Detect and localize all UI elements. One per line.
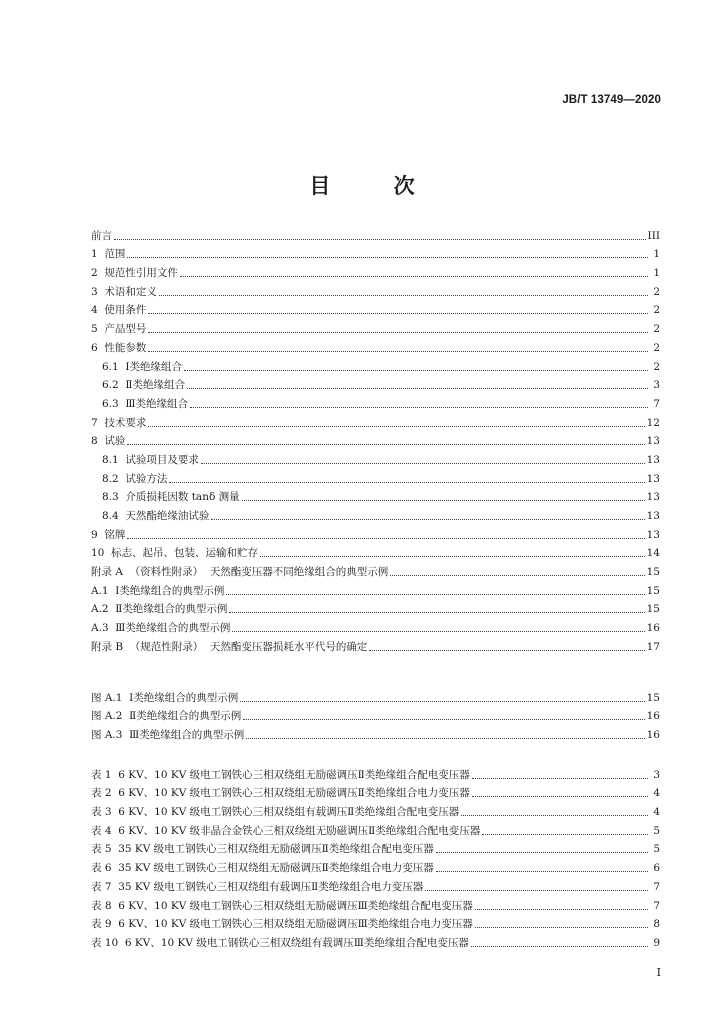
toc-entry-label: 标志、起吊、包装、运输和贮存: [111, 547, 259, 560]
toc-figure-entry[interactable]: [91, 705, 660, 724]
toc-entry-number: 5: [91, 323, 105, 336]
toc-entry[interactable]: [91, 430, 660, 449]
toc-entry[interactable]: [91, 504, 660, 523]
toc-entry-label: 试验项目及要求: [125, 453, 199, 466]
dot-leader: [475, 927, 648, 928]
dot-leader: [472, 796, 648, 797]
toc-entry-label: 6 KV、10 KV 级非晶合金铁心三相双绕组无励磁调压Ⅱ类绝缘组合配电变压器: [118, 824, 481, 837]
toc-entry[interactable]: [91, 392, 660, 411]
toc-entry[interactable]: [91, 486, 660, 505]
toc-entry-page: 13: [646, 453, 660, 466]
toc-entry-label: 前言: [91, 229, 112, 242]
toc-entry-label: Ⅲ类绝缘组合: [125, 397, 189, 410]
toc-entry-page: 12: [646, 416, 660, 429]
toc-entry-page: 4: [653, 806, 660, 819]
toc-entry-number: 8.1: [102, 453, 126, 466]
toc-entry-page: 2: [653, 285, 660, 298]
toc-entry-page: 13: [646, 510, 660, 522]
toc-table-entry[interactable]: [91, 856, 660, 875]
toc-entry-number: 8.3: [102, 491, 126, 504]
toc-entry-label: Ⅱ类绝缘组合的典型示例: [129, 710, 242, 723]
toc-entry-number: 6.3: [102, 397, 126, 410]
toc-entry[interactable]: [91, 317, 660, 336]
toc-entry-number: A.2: [91, 603, 116, 616]
toc-entry-page: 14: [646, 547, 660, 560]
dot-leader: [211, 519, 644, 520]
toc-entry-page: 7: [653, 397, 660, 410]
toc-entry-page: 15: [646, 691, 660, 704]
page-number: I: [656, 966, 661, 979]
toc-entry[interactable]: [91, 560, 660, 579]
toc-entry-label: 使用条件: [104, 304, 147, 317]
dot-leader: [471, 946, 648, 947]
toc-entry-page: 13: [646, 528, 660, 541]
toc-entry-number: 表 8: [91, 899, 119, 912]
toc-entry-page: 15: [646, 603, 660, 616]
dot-leader: [240, 701, 644, 702]
toc-entry-number: 7: [91, 416, 105, 429]
toc-entry-number: A.3: [91, 622, 116, 635]
toc-entry-page: 13: [646, 435, 660, 448]
toc-entry-label: 6 KV、10 KV 级电工钢铁心三相双绕组无励磁调压Ⅲ类绝缘组合配电变压器: [118, 899, 473, 912]
dot-leader: [246, 738, 644, 739]
dot-leader: [425, 890, 648, 891]
dot-leader: [226, 594, 644, 595]
toc-entry-number: 6: [91, 341, 105, 354]
toc-table-entry[interactable]: [91, 875, 660, 894]
toc-entry-number: 附录 B: [91, 640, 130, 653]
toc-figure-entry[interactable]: [91, 686, 660, 705]
toc-entry-number: 表 4: [91, 824, 119, 837]
toc-entry[interactable]: [91, 243, 660, 262]
dot-leader: [184, 370, 648, 371]
toc-entry-label: Ⅱ类绝缘组合: [125, 379, 186, 392]
toc-entry[interactable]: [91, 336, 660, 355]
toc-entry[interactable]: [91, 374, 660, 393]
toc-entry-label: 天然酯绝缘油试验: [125, 510, 210, 522]
toc-entry-label: 产品型号: [104, 323, 147, 336]
toc-entry-number: 表 7: [91, 880, 119, 893]
toc-entry-number: 1: [91, 248, 105, 261]
toc-entry-number: 表 5: [91, 843, 119, 856]
toc-entry-page: 1: [653, 248, 660, 261]
toc-entry[interactable]: [91, 355, 660, 374]
toc-entry-page: III: [647, 229, 660, 242]
toc-entry-label: 35 KV 级电工钢铁心三相双绕组有载调压Ⅱ类绝缘组合电力变压器: [118, 880, 424, 893]
toc-title: 目 次: [309, 174, 443, 198]
toc-entry[interactable]: [91, 635, 660, 654]
toc-entry-label: 铭牌: [104, 528, 126, 541]
dot-leader: [190, 407, 648, 408]
dot-leader: [436, 871, 648, 872]
toc-entry-number: 表 9: [91, 918, 119, 931]
dot-leader: [169, 482, 644, 483]
dot-leader: [390, 575, 644, 576]
toc-entry-number: 3: [91, 285, 105, 298]
toc-entry-label: 技术要求: [104, 416, 147, 429]
toc-entry[interactable]: [91, 411, 660, 430]
dot-leader: [229, 612, 644, 613]
toc-entry[interactable]: [91, 542, 660, 561]
dot-leader: [369, 650, 644, 651]
toc-entry-number: 图 A.2: [91, 710, 130, 723]
toc-entry-page: 3: [653, 379, 660, 392]
dot-leader: [148, 313, 648, 314]
toc-entry-number: 图 A.1: [91, 691, 130, 704]
toc-entry-label: 性能参数: [104, 341, 147, 354]
toc-entry-page: 9: [653, 936, 660, 949]
toc-table-entry[interactable]: [91, 800, 660, 819]
dot-leader: [127, 444, 644, 445]
toc-entry-number: 表 1: [91, 768, 119, 781]
toc-table-entry[interactable]: [91, 782, 660, 801]
toc-entry-page: 1: [653, 267, 660, 280]
toc-entry-label: 35 KV 级电工钢铁心三相双绕组无励磁调压Ⅱ类绝缘组合电力变压器: [118, 862, 434, 875]
toc-table-entry[interactable]: [91, 894, 660, 913]
toc-entry-number: 附录 A: [91, 566, 130, 579]
standard-code: JB/T 13749—2020: [562, 94, 661, 106]
toc-entry-label: （规范性附录） 天然酯变压器损耗水平代号的确定: [129, 640, 368, 653]
dot-leader: [148, 332, 648, 333]
toc-entry-page: 8: [653, 918, 660, 931]
toc-entry-label: 试验方法: [125, 472, 168, 485]
toc-entry-page: 16: [646, 622, 660, 635]
toc-entry-page: 5: [653, 824, 660, 837]
toc-entry-number: 8.4: [102, 510, 126, 522]
toc-entry-number: 10: [91, 547, 112, 560]
dot-leader: [260, 556, 645, 557]
toc-entry-number: 2: [91, 267, 105, 280]
toc-entry-label: 6 KV、10 KV 级电工钢铁心三相双绕组无励磁调压Ⅱ类绝缘组合电力变压器: [118, 787, 470, 800]
toc-entry-label: 范围: [104, 248, 126, 261]
dot-leader: [148, 351, 648, 352]
dot-leader: [114, 239, 646, 240]
dot-leader: [243, 719, 644, 720]
toc-entry-page: 15: [646, 566, 660, 579]
toc-entry[interactable]: [91, 579, 660, 598]
toc-entry-page: 13: [646, 491, 660, 504]
toc-entry-page: 15: [646, 584, 660, 597]
toc-entry-number: 表 10: [91, 936, 125, 949]
toc-entry-page: 4: [653, 787, 660, 800]
dot-leader: [180, 276, 648, 277]
toc-entry[interactable]: [91, 467, 660, 486]
toc-table-entry[interactable]: [91, 819, 660, 838]
toc-entry-page: 5: [653, 843, 660, 856]
toc-entry-label: 试验: [104, 435, 126, 448]
dot-leader: [159, 295, 648, 296]
toc-entry-page: 2: [653, 304, 660, 317]
toc-entry[interactable]: [91, 261, 660, 280]
toc-entry-number: 6.1: [102, 360, 126, 373]
dot-leader: [461, 815, 648, 816]
toc-entry-page: 3: [653, 768, 660, 781]
toc-entry[interactable]: [91, 448, 660, 467]
toc-entry-page: 2: [653, 360, 660, 373]
toc-entry-label: Ⅲ类绝缘组合的典型示例: [129, 729, 245, 742]
dot-leader: [436, 852, 648, 853]
toc-entry-label: 6 KV、10 KV 级电工钢铁心三相双绕组无励磁调压Ⅱ类绝缘组合配电变压器: [118, 768, 470, 781]
toc-entry-number: 图 A.3: [91, 729, 130, 742]
toc-entry[interactable]: [91, 280, 660, 299]
toc-entry-page: 16: [646, 729, 660, 742]
toc-entry-label: 6 KV、10 KV 级电工钢铁心三相双绕组有载调压Ⅱ类绝缘组合配电变压器: [118, 806, 460, 819]
toc-entry-page: 7: [653, 880, 660, 893]
toc-entry-label: 规范性引用文件: [104, 267, 178, 280]
toc-table-entry[interactable]: [91, 838, 660, 857]
toc-entry-label: 6 KV、10 KV 级电工钢铁心三相双绕组无励磁调压Ⅲ类绝缘组合电力变压器: [118, 918, 473, 931]
dot-leader: [127, 538, 644, 539]
toc-entry[interactable]: [91, 616, 660, 635]
toc-entry-label: Ⅰ类绝缘组合: [125, 360, 183, 373]
toc-entry-page: 2: [653, 323, 660, 336]
toc-entry[interactable]: [91, 224, 660, 243]
toc-table-entry[interactable]: [91, 931, 660, 950]
toc-table-entry[interactable]: [91, 913, 660, 932]
toc-entry-label: Ⅰ类绝缘组合的典型示例: [129, 691, 239, 704]
dot-leader: [127, 257, 648, 258]
toc-entry[interactable]: [91, 598, 660, 617]
dot-leader: [148, 426, 644, 427]
toc-entry[interactable]: [91, 299, 660, 318]
toc-entry-page: 6: [653, 862, 660, 875]
toc-entry-number: A.1: [91, 584, 116, 597]
toc-entry-page: 17: [646, 640, 660, 653]
dot-leader: [242, 500, 645, 501]
toc-entry-page: 2: [653, 341, 660, 354]
toc-entry-number: 9: [91, 528, 105, 541]
toc-entry-label: Ⅲ类绝缘组合的典型示例: [115, 622, 231, 635]
dot-leader: [475, 909, 648, 910]
toc-entry-page: 13: [646, 472, 660, 485]
toc-entry[interactable]: [91, 523, 660, 542]
dot-leader: [232, 631, 644, 632]
toc-entry-label: Ⅰ类绝缘组合的典型示例: [115, 584, 225, 597]
toc-figure-list: [91, 686, 660, 742]
toc-table-entry[interactable]: [91, 763, 660, 782]
toc-entry-page: 16: [646, 710, 660, 723]
dot-leader: [201, 463, 645, 464]
toc-table-list: [91, 763, 660, 950]
toc-entry-label: 6 KV、10 KV 级电工钢铁心三相双绕组有载调压Ⅲ类绝缘组合配电变压器: [124, 936, 469, 949]
toc-figure-entry[interactable]: [91, 723, 660, 742]
toc-entry-label: 术语和定义: [104, 285, 157, 298]
toc-entry-page: 7: [653, 899, 660, 912]
toc-main-list: [91, 224, 660, 654]
toc-entry-number: 表 2: [91, 787, 119, 800]
toc-entry-number: 4: [91, 304, 105, 317]
toc-entry-label: 35 KV 级电工钢铁心三相双绕组无励磁调压Ⅱ类绝缘组合配电变压器: [118, 843, 434, 856]
dot-leader: [482, 834, 648, 835]
dot-leader: [187, 388, 648, 389]
toc-entry-label: Ⅱ类绝缘组合的典型示例: [115, 603, 228, 616]
toc-entry-number: 表 6: [91, 862, 119, 875]
dot-leader: [472, 778, 648, 779]
toc-entry-number: 8.2: [102, 472, 126, 485]
toc-entry-label: （资料性附录） 天然酯变压器不同绝缘组合的典型示例: [129, 566, 389, 579]
toc-entry-label: 介质损耗因数 tanδ 测量: [125, 491, 240, 504]
toc-entry-number: 6.2: [102, 379, 126, 392]
toc-entry-number: 8: [91, 435, 105, 448]
toc-entry-number: 表 3: [91, 806, 119, 819]
